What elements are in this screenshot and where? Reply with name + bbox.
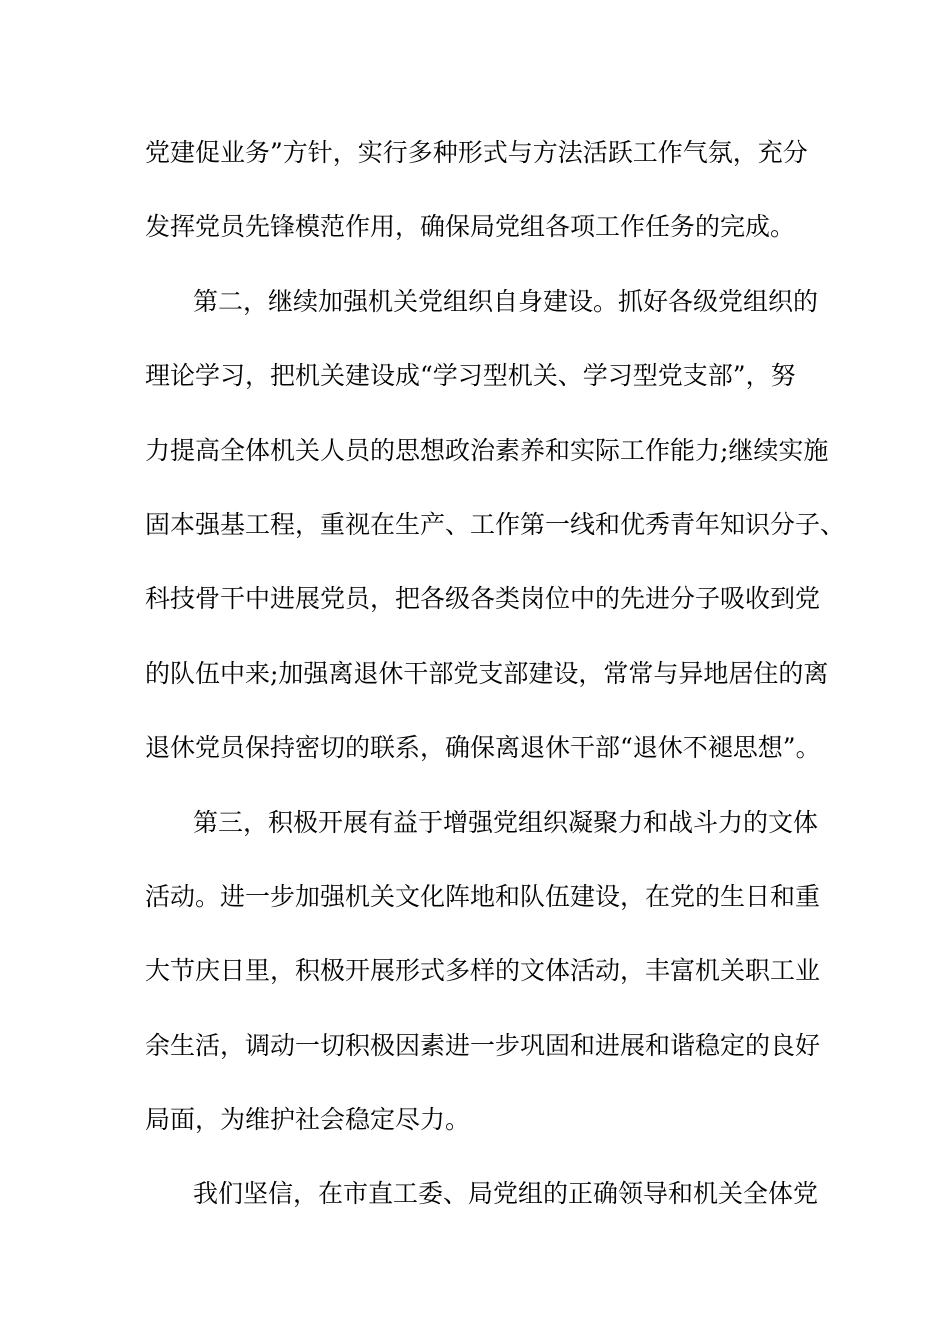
text-line: 局面，为维护社会稳定尽力。 — [145, 1105, 471, 1135]
text-line: 固本强基工程，重视在生产、工作第一线和优秀青年知识分子、 — [145, 509, 846, 539]
text-line: 余生活，调动一切积极因素进一步巩固和进展和谐稳定的良好 — [145, 1030, 821, 1060]
text-line: 科技骨干中进展党员，把各级各类岗位中的先进分子吸收到党 — [145, 584, 821, 614]
text-line: 大节庆日里，积极开展形式多样的文体活动，丰富机关职工业 — [145, 956, 821, 986]
text-line: 活动。进一步加强机关文化阵地和队伍建设，在党的生日和重 — [145, 881, 821, 911]
text-line: 第二，继续加强机关党组织自身建设。抓好各级党组织的 — [193, 286, 819, 316]
text-line: 退休党员保持密切的联系，确保离退休干部“退休不褪思想”。 — [145, 733, 821, 763]
text-line: 力提高全体机关人员的思想政治素养和实际工作能力;继续实施 — [145, 435, 829, 465]
text-line: 发挥党员先锋模范作用，确保局党组各项工作任务的完成。 — [145, 212, 796, 242]
text-line: 的队伍中来;加强离退休干部党支部建设，常常与异地居住的离 — [145, 658, 829, 688]
body-text — [145, 130, 846, 1246]
text-line: 理论学习，把机关建设成“学习型机关、学习型党支部”，努 — [145, 361, 796, 391]
text-line: 第三，积极开展有益于增强党组织凝聚力和战斗力的文体 — [193, 807, 819, 837]
text-line: 党建促业务”方针，实行多种形式与方法活跃工作气氛，充分 — [145, 138, 808, 167]
text-line: 我们坚信，在市直工委、局党组的正确领导和机关全体党 — [193, 1179, 819, 1209]
